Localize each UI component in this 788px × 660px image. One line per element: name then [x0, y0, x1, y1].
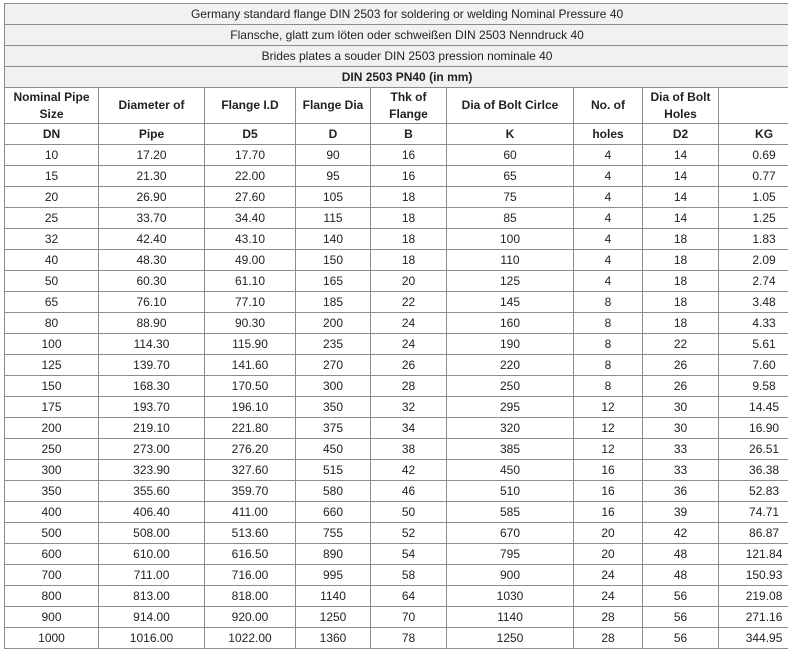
cell-flange-dia: 140 [296, 229, 371, 250]
table-row [5, 439, 788, 460]
title-german: Flansche, glatt zum löten oder schweißen DIN 2503 Nenndruck 40 [5, 25, 788, 46]
cell-holes: 28 [574, 628, 643, 649]
cell-bolt-circle: 190 [447, 334, 574, 355]
cell-dn: 20 [5, 187, 99, 208]
cell-flange-dia: 150 [296, 250, 371, 271]
subheader-holes: holes [574, 124, 643, 145]
cell-bolt-circle: 1140 [447, 607, 574, 628]
cell-thickness: 38 [371, 439, 447, 460]
cell-flange-id: 115.90 [205, 334, 296, 355]
cell-dn: 175 [5, 397, 99, 418]
cell-weight-kg: 0.77 [719, 166, 788, 187]
cell-bolt-hole-dia: 48 [643, 544, 719, 565]
cell-dn: 10 [5, 145, 99, 166]
header-flange-id: Flange I.D [205, 88, 296, 124]
cell-holes: 12 [574, 439, 643, 460]
cell-holes: 16 [574, 481, 643, 502]
header-no-of: No. of [574, 88, 643, 124]
cell-holes: 4 [574, 250, 643, 271]
cell-bolt-hole-dia: 18 [643, 292, 719, 313]
cell-thickness: 50 [371, 502, 447, 523]
cell-weight-kg: 1.83 [719, 229, 788, 250]
cell-dn: 40 [5, 250, 99, 271]
cell-thickness: 20 [371, 271, 447, 292]
cell-flange-id: 27.60 [205, 187, 296, 208]
cell-flange-dia: 1360 [296, 628, 371, 649]
cell-bolt-hole-dia: 26 [643, 376, 719, 397]
cell-bolt-circle: 160 [447, 313, 574, 334]
header-dia-of-bolt-circle: Dia of Bolt Cirlce [447, 88, 574, 124]
cell-weight-kg: 36.38 [719, 460, 788, 481]
cell-bolt-hole-dia: 14 [643, 166, 719, 187]
table-row [5, 187, 788, 208]
cell-flange-dia: 995 [296, 565, 371, 586]
table-row [5, 397, 788, 418]
cell-thickness: 22 [371, 292, 447, 313]
cell-flange-dia: 185 [296, 292, 371, 313]
cell-bolt-hole-dia: 14 [643, 187, 719, 208]
cell-dn: 125 [5, 355, 99, 376]
cell-thickness: 18 [371, 208, 447, 229]
cell-bolt-circle: 295 [447, 397, 574, 418]
table-row [5, 355, 788, 376]
cell-pipe-od: 193.70 [99, 397, 205, 418]
cell-thickness: 18 [371, 250, 447, 271]
cell-bolt-hole-dia: 33 [643, 439, 719, 460]
cell-bolt-circle: 585 [447, 502, 574, 523]
table-row [5, 418, 788, 439]
cell-pipe-od: 219.10 [99, 418, 205, 439]
subheader-dn: DN [5, 124, 99, 145]
cell-flange-id: 22.00 [205, 166, 296, 187]
cell-weight-kg: 2.74 [719, 271, 788, 292]
cell-flange-dia: 755 [296, 523, 371, 544]
cell-thickness: 28 [371, 376, 447, 397]
cell-pipe-od: 21.30 [99, 166, 205, 187]
cell-flange-dia: 300 [296, 376, 371, 397]
cell-bolt-circle: 510 [447, 481, 574, 502]
cell-holes: 20 [574, 544, 643, 565]
cell-flange-dia: 890 [296, 544, 371, 565]
cell-bolt-circle: 145 [447, 292, 574, 313]
cell-bolt-hole-dia: 56 [643, 628, 719, 649]
cell-flange-id: 196.10 [205, 397, 296, 418]
table-row [5, 229, 788, 250]
cell-thickness: 34 [371, 418, 447, 439]
subheader-row [5, 124, 788, 145]
cell-bolt-circle: 65 [447, 166, 574, 187]
subheader-d: D [296, 124, 371, 145]
cell-flange-id: 43.10 [205, 229, 296, 250]
cell-weight-kg: 4.33 [719, 313, 788, 334]
cell-weight-kg: 219.08 [719, 586, 788, 607]
cell-pipe-od: 17.20 [99, 145, 205, 166]
cell-dn: 25 [5, 208, 99, 229]
cell-flange-id: 327.60 [205, 460, 296, 481]
cell-flange-id: 77.10 [205, 292, 296, 313]
cell-dn: 900 [5, 607, 99, 628]
cell-dn: 150 [5, 376, 99, 397]
header-dia-of-bolt-holes: Dia of Bolt Holes [643, 88, 719, 124]
cell-bolt-circle: 670 [447, 523, 574, 544]
cell-weight-kg: 52.83 [719, 481, 788, 502]
cell-flange-dia: 1250 [296, 607, 371, 628]
cell-pipe-od: 406.40 [99, 502, 205, 523]
title-standard: DIN 2503 PN40 (in mm) [5, 67, 788, 88]
cell-flange-dia: 200 [296, 313, 371, 334]
cell-holes: 20 [574, 523, 643, 544]
cell-holes: 8 [574, 313, 643, 334]
table-row [5, 250, 788, 271]
cell-weight-kg: 2.09 [719, 250, 788, 271]
cell-bolt-circle: 900 [447, 565, 574, 586]
cell-holes: 4 [574, 229, 643, 250]
cell-pipe-od: 114.30 [99, 334, 205, 355]
cell-bolt-hole-dia: 18 [643, 250, 719, 271]
cell-bolt-hole-dia: 18 [643, 313, 719, 334]
table-row [5, 271, 788, 292]
cell-thickness: 32 [371, 397, 447, 418]
subheader-d5: D5 [205, 124, 296, 145]
cell-flange-dia: 105 [296, 187, 371, 208]
cell-weight-kg: 5.61 [719, 334, 788, 355]
cell-thickness: 46 [371, 481, 447, 502]
header-thk-of-flange: Thk of Flange [371, 88, 447, 124]
cell-flange-dia: 1140 [296, 586, 371, 607]
cell-flange-id: 359.70 [205, 481, 296, 502]
cell-flange-dia: 235 [296, 334, 371, 355]
cell-holes: 16 [574, 502, 643, 523]
cell-weight-kg: 1.25 [719, 208, 788, 229]
cell-bolt-hole-dia: 18 [643, 271, 719, 292]
table-row [5, 313, 788, 334]
cell-pipe-od: 88.90 [99, 313, 205, 334]
cell-thickness: 78 [371, 628, 447, 649]
cell-bolt-circle: 75 [447, 187, 574, 208]
cell-bolt-hole-dia: 14 [643, 208, 719, 229]
table-row [5, 292, 788, 313]
cell-pipe-od: 711.00 [99, 565, 205, 586]
cell-weight-kg: 7.60 [719, 355, 788, 376]
table-row [5, 586, 788, 607]
cell-pipe-od: 168.30 [99, 376, 205, 397]
cell-bolt-circle: 110 [447, 250, 574, 271]
cell-holes: 8 [574, 334, 643, 355]
cell-bolt-circle: 60 [447, 145, 574, 166]
subheader-d2: D2 [643, 124, 719, 145]
cell-bolt-circle: 125 [447, 271, 574, 292]
cell-flange-id: 920.00 [205, 607, 296, 628]
cell-holes: 4 [574, 187, 643, 208]
cell-thickness: 64 [371, 586, 447, 607]
cell-thickness: 24 [371, 313, 447, 334]
cell-pipe-od: 33.70 [99, 208, 205, 229]
header-nominal-pipe-size: Nominal Pipe Size [5, 88, 99, 124]
cell-holes: 8 [574, 376, 643, 397]
cell-dn: 600 [5, 544, 99, 565]
cell-flange-id: 49.00 [205, 250, 296, 271]
cell-bolt-hole-dia: 42 [643, 523, 719, 544]
cell-bolt-circle: 795 [447, 544, 574, 565]
cell-dn: 100 [5, 334, 99, 355]
cell-flange-dia: 270 [296, 355, 371, 376]
cell-weight-kg: 1.05 [719, 187, 788, 208]
cell-flange-dia: 95 [296, 166, 371, 187]
cell-flange-dia: 660 [296, 502, 371, 523]
cell-dn: 65 [5, 292, 99, 313]
subheader-pipe: Pipe [99, 124, 205, 145]
title-row-standard [5, 67, 788, 88]
cell-pipe-od: 42.40 [99, 229, 205, 250]
cell-flange-dia: 115 [296, 208, 371, 229]
cell-holes: 12 [574, 418, 643, 439]
cell-holes: 16 [574, 460, 643, 481]
header-flange-dia: Flange Dia [296, 88, 371, 124]
cell-thickness: 58 [371, 565, 447, 586]
table-row [5, 502, 788, 523]
cell-holes: 8 [574, 355, 643, 376]
table-row [5, 460, 788, 481]
cell-weight-kg: 9.58 [719, 376, 788, 397]
cell-dn: 400 [5, 502, 99, 523]
cell-pipe-od: 610.00 [99, 544, 205, 565]
cell-dn: 250 [5, 439, 99, 460]
cell-pipe-od: 323.90 [99, 460, 205, 481]
header-diameter-of: Diameter of [99, 88, 205, 124]
subheader-b: B [371, 124, 447, 145]
cell-weight-kg: 26.51 [719, 439, 788, 460]
cell-flange-id: 90.30 [205, 313, 296, 334]
cell-flange-id: 1022.00 [205, 628, 296, 649]
cell-weight-kg: 3.48 [719, 292, 788, 313]
cell-bolt-hole-dia: 56 [643, 586, 719, 607]
cell-flange-id: 513.60 [205, 523, 296, 544]
cell-dn: 500 [5, 523, 99, 544]
cell-thickness: 24 [371, 334, 447, 355]
cell-flange-dia: 580 [296, 481, 371, 502]
table-row [5, 376, 788, 397]
cell-dn: 15 [5, 166, 99, 187]
title-english: Germany standard flange DIN 2503 for soldering or welding Nominal Pressure 40 [5, 4, 788, 25]
cell-flange-dia: 90 [296, 145, 371, 166]
cell-thickness: 42 [371, 460, 447, 481]
cell-pipe-od: 813.00 [99, 586, 205, 607]
cell-weight-kg: 14.45 [719, 397, 788, 418]
cell-dn: 350 [5, 481, 99, 502]
cell-flange-dia: 375 [296, 418, 371, 439]
cell-bolt-circle: 450 [447, 460, 574, 481]
cell-flange-id: 411.00 [205, 502, 296, 523]
cell-bolt-circle: 220 [447, 355, 574, 376]
cell-bolt-hole-dia: 30 [643, 418, 719, 439]
cell-thickness: 52 [371, 523, 447, 544]
table-body [5, 4, 788, 649]
title-row-german [5, 25, 788, 46]
cell-flange-id: 276.20 [205, 439, 296, 460]
cell-weight-kg: 16.90 [719, 418, 788, 439]
header-blank [719, 88, 788, 124]
cell-pipe-od: 139.70 [99, 355, 205, 376]
cell-flange-id: 141.60 [205, 355, 296, 376]
title-row-french [5, 46, 788, 67]
table-row [5, 145, 788, 166]
cell-bolt-hole-dia: 26 [643, 355, 719, 376]
title-row-english [5, 4, 788, 25]
cell-bolt-circle: 100 [447, 229, 574, 250]
cell-weight-kg: 0.69 [719, 145, 788, 166]
cell-dn: 300 [5, 460, 99, 481]
cell-pipe-od: 1016.00 [99, 628, 205, 649]
cell-bolt-circle: 85 [447, 208, 574, 229]
cell-bolt-circle: 385 [447, 439, 574, 460]
cell-pipe-od: 48.30 [99, 250, 205, 271]
cell-flange-id: 616.50 [205, 544, 296, 565]
cell-weight-kg: 271.16 [719, 607, 788, 628]
cell-holes: 4 [574, 166, 643, 187]
cell-flange-id: 221.80 [205, 418, 296, 439]
cell-flange-id: 716.00 [205, 565, 296, 586]
table-row [5, 334, 788, 355]
subheader-kg: KG [719, 124, 788, 145]
cell-thickness: 26 [371, 355, 447, 376]
cell-weight-kg: 74.71 [719, 502, 788, 523]
cell-weight-kg: 150.93 [719, 565, 788, 586]
cell-dn: 800 [5, 586, 99, 607]
cell-weight-kg: 121.84 [719, 544, 788, 565]
cell-dn: 32 [5, 229, 99, 250]
cell-thickness: 54 [371, 544, 447, 565]
cell-thickness: 18 [371, 187, 447, 208]
table-row [5, 565, 788, 586]
cell-flange-dia: 515 [296, 460, 371, 481]
cell-bolt-hole-dia: 33 [643, 460, 719, 481]
cell-pipe-od: 273.00 [99, 439, 205, 460]
table-row [5, 628, 788, 649]
cell-bolt-circle: 320 [447, 418, 574, 439]
cell-dn: 200 [5, 418, 99, 439]
cell-flange-dia: 350 [296, 397, 371, 418]
cell-flange-dia: 165 [296, 271, 371, 292]
table-row [5, 166, 788, 187]
cell-holes: 8 [574, 292, 643, 313]
cell-thickness: 18 [371, 229, 447, 250]
cell-bolt-circle: 250 [447, 376, 574, 397]
cell-holes: 4 [574, 271, 643, 292]
table-row [5, 544, 788, 565]
cell-bolt-hole-dia: 36 [643, 481, 719, 502]
table-row [5, 523, 788, 544]
cell-weight-kg: 344.95 [719, 628, 788, 649]
cell-pipe-od: 355.60 [99, 481, 205, 502]
cell-dn: 1000 [5, 628, 99, 649]
cell-thickness: 16 [371, 166, 447, 187]
table-row [5, 208, 788, 229]
cell-flange-id: 17.70 [205, 145, 296, 166]
cell-bolt-hole-dia: 56 [643, 607, 719, 628]
cell-holes: 4 [574, 208, 643, 229]
cell-bolt-circle: 1250 [447, 628, 574, 649]
cell-thickness: 70 [371, 607, 447, 628]
cell-pipe-od: 508.00 [99, 523, 205, 544]
cell-pipe-od: 76.10 [99, 292, 205, 313]
header-row [5, 88, 788, 124]
cell-holes: 4 [574, 145, 643, 166]
table-row [5, 607, 788, 628]
cell-holes: 12 [574, 397, 643, 418]
subheader-k: K [447, 124, 574, 145]
cell-bolt-hole-dia: 14 [643, 145, 719, 166]
cell-pipe-od: 914.00 [99, 607, 205, 628]
cell-holes: 24 [574, 565, 643, 586]
din2503-flange-table [4, 3, 788, 649]
cell-flange-id: 61.10 [205, 271, 296, 292]
table-row [5, 481, 788, 502]
cell-bolt-hole-dia: 22 [643, 334, 719, 355]
cell-flange-id: 818.00 [205, 586, 296, 607]
cell-dn: 50 [5, 271, 99, 292]
cell-bolt-hole-dia: 39 [643, 502, 719, 523]
cell-bolt-hole-dia: 48 [643, 565, 719, 586]
cell-dn: 700 [5, 565, 99, 586]
cell-flange-dia: 450 [296, 439, 371, 460]
cell-bolt-circle: 1030 [447, 586, 574, 607]
cell-flange-id: 34.40 [205, 208, 296, 229]
cell-holes: 24 [574, 586, 643, 607]
cell-holes: 28 [574, 607, 643, 628]
title-french: Brides plates a souder DIN 2503 pression nominale 40 [5, 46, 788, 67]
cell-flange-id: 170.50 [205, 376, 296, 397]
cell-bolt-hole-dia: 30 [643, 397, 719, 418]
cell-bolt-hole-dia: 18 [643, 229, 719, 250]
cell-dn: 80 [5, 313, 99, 334]
cell-pipe-od: 60.30 [99, 271, 205, 292]
cell-thickness: 16 [371, 145, 447, 166]
cell-pipe-od: 26.90 [99, 187, 205, 208]
cell-weight-kg: 86.87 [719, 523, 788, 544]
